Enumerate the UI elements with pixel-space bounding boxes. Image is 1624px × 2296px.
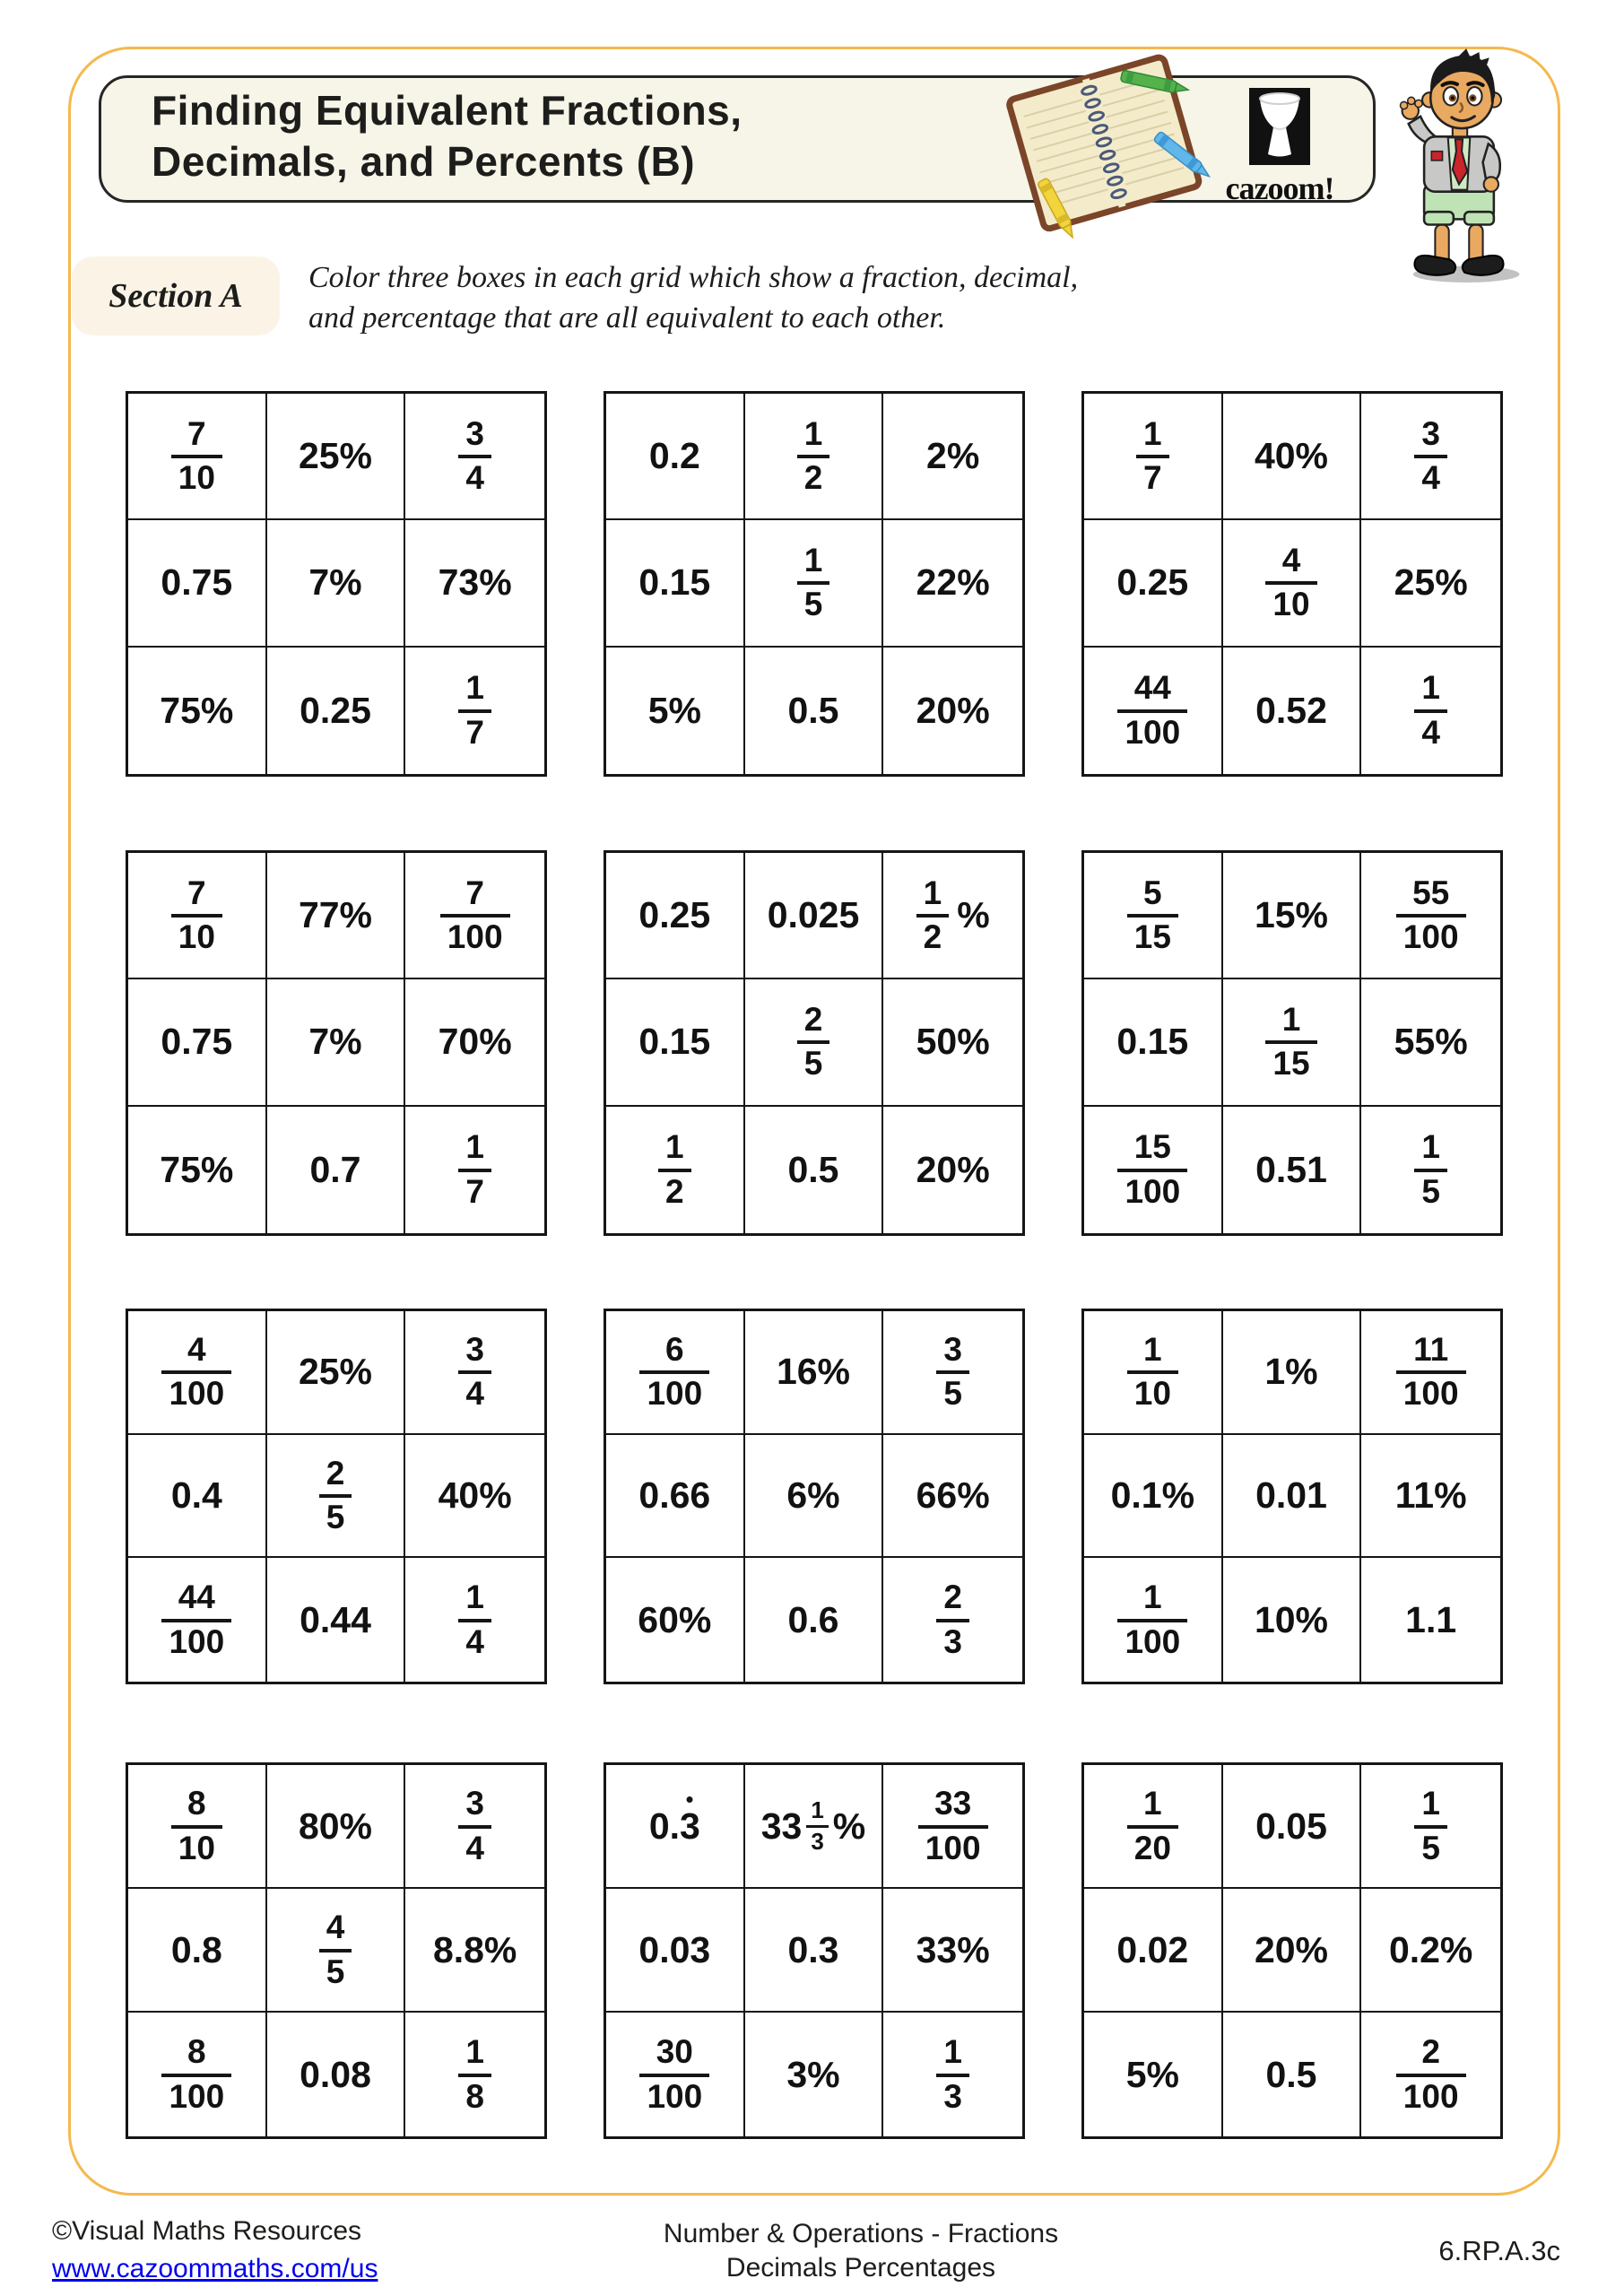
grid-cell[interactable] bbox=[128, 1558, 267, 1682]
fraction-value: $\frac{4}{10}$ bbox=[1265, 544, 1316, 622]
grid-cell[interactable]: 25% bbox=[1361, 520, 1500, 647]
fraction-value: $\frac{1}{10}$ bbox=[1127, 1333, 1178, 1412]
grid-cell[interactable]: 73% bbox=[405, 520, 544, 647]
fraction-value: $\frac{8}{10}$ bbox=[171, 1787, 222, 1866]
grid-cell[interactable]: 0.08 bbox=[267, 2013, 406, 2136]
grid-cell[interactable]: 0.7 bbox=[267, 1107, 406, 1233]
grid-cell[interactable]: 0.05 bbox=[1223, 1765, 1362, 1889]
grid-cell[interactable]: 75% bbox=[128, 1107, 267, 1233]
grid-cell[interactable]: 6% bbox=[745, 1435, 884, 1559]
grid-cell[interactable]: 70% bbox=[405, 979, 544, 1106]
grid-cell[interactable] bbox=[883, 2013, 1022, 2136]
grid-cell[interactable] bbox=[1084, 1107, 1223, 1233]
instruction-line2: and percentage that are all equivalent to each other. bbox=[308, 301, 946, 335]
grid-cell[interactable] bbox=[1361, 853, 1500, 979]
grid-cell[interactable] bbox=[883, 1558, 1022, 1682]
fraction-value: $\frac{1}{20}$ bbox=[1127, 1787, 1178, 1866]
cazoom-logo-text: cazoom! bbox=[1225, 170, 1334, 206]
grid-cell[interactable] bbox=[1084, 853, 1223, 979]
fraction-value: $\frac{1}{8}$ bbox=[458, 2035, 491, 2114]
fraction-value: $\frac{4}{5}$ bbox=[319, 1910, 352, 1989]
fraction-value: $\frac{5}{15}$ bbox=[1127, 876, 1178, 955]
grid-cell[interactable]: 0.5 bbox=[745, 1107, 884, 1233]
grid-cell[interactable]: 25% bbox=[267, 1311, 406, 1435]
grid-cell[interactable]: 0.8 bbox=[128, 1889, 267, 2013]
page-title-line1: Finding Equivalent Fractions, bbox=[152, 87, 743, 134]
grid-cell[interactable] bbox=[606, 1107, 745, 1233]
grid-cell[interactable]: 0.02 bbox=[1084, 1889, 1223, 2013]
grid-cell[interactable]: 0.51 bbox=[1223, 1107, 1362, 1233]
grid-cell[interactable] bbox=[405, 1107, 544, 1233]
grid-cell[interactable]: 10% bbox=[1223, 1558, 1362, 1682]
grid-cell[interactable]: 0.15 bbox=[1084, 979, 1223, 1106]
instruction-line1: Color three boxes in each grid which show a fraction, decimal, bbox=[308, 261, 1079, 294]
grid-cell[interactable] bbox=[1084, 1765, 1223, 1889]
fraction-value: $\frac{44}{100}$ bbox=[161, 1580, 231, 1659]
grid-cell[interactable] bbox=[1084, 394, 1223, 520]
grid-cell[interactable]: 0.25 bbox=[267, 648, 406, 774]
grid-cell[interactable]: 25% bbox=[267, 394, 406, 520]
fraction-value: $\frac{30}{100}$ bbox=[639, 2035, 709, 2114]
grid-cell[interactable] bbox=[745, 394, 884, 520]
grid-cell[interactable] bbox=[405, 648, 544, 774]
grid-cell[interactable]: 7% bbox=[267, 979, 406, 1106]
equivalence-grid-12 bbox=[1081, 1762, 1503, 2139]
fraction-value: $\frac{3}{5}$ bbox=[936, 1333, 969, 1412]
fraction-value: $\frac{33}{100}$ bbox=[918, 1787, 988, 1866]
grid-cell[interactable]: 20% bbox=[1223, 1889, 1362, 2013]
grid-cell[interactable] bbox=[128, 1765, 267, 1889]
fraction-value: $\frac{1}{2}$ bbox=[797, 417, 830, 496]
equivalence-grid-3 bbox=[1081, 391, 1503, 777]
grid-cell[interactable]: 3% bbox=[745, 2013, 884, 2136]
grid-cell[interactable]: 40% bbox=[1223, 394, 1362, 520]
grid-cell[interactable]: 22% bbox=[883, 520, 1022, 647]
equivalence-grid-5 bbox=[604, 850, 1025, 1236]
fraction-value: $\frac{11}{100}$ bbox=[1396, 1333, 1466, 1412]
footer-category-line2: Decimals Percentages bbox=[725, 2253, 996, 2283]
grid-cell[interactable]: 0.01 bbox=[1223, 1435, 1362, 1559]
fraction-value: $\frac{1}{100}$ bbox=[1117, 1580, 1187, 1659]
cazoom-logo bbox=[1212, 88, 1347, 207]
boy-mascot bbox=[1379, 45, 1541, 283]
grid-cell[interactable] bbox=[405, 1765, 544, 1889]
grid-cell[interactable]: 33 $\frac{1}{3}$ % bbox=[745, 1765, 884, 1889]
grid-cell[interactable]: 0.03 bbox=[606, 1889, 745, 2013]
grid-cell[interactable]: 0.1% bbox=[1084, 1435, 1223, 1559]
equivalence-grid-8 bbox=[604, 1309, 1025, 1684]
grid-cell[interactable] bbox=[1084, 648, 1223, 774]
grid-cell[interactable] bbox=[1223, 979, 1362, 1106]
grid-cell[interactable]: 0.4 bbox=[128, 1435, 267, 1559]
copyright-text: ©Visual Maths Resources bbox=[52, 2216, 362, 2246]
page-title-line2: Decimals, and Percents (B) bbox=[152, 138, 696, 185]
fraction-value: $\frac{1}{3}$ bbox=[806, 1798, 828, 1854]
grid-cell[interactable] bbox=[1361, 648, 1500, 774]
fraction-value: $\frac{15}{100}$ bbox=[1117, 1130, 1187, 1209]
grid-cell[interactable] bbox=[405, 1311, 544, 1435]
grid-cell[interactable]: 8.8% bbox=[405, 1889, 544, 2013]
grid-cell[interactable]: 2% bbox=[883, 394, 1022, 520]
fraction-value: $\frac{3}{4}$ bbox=[458, 1787, 491, 1866]
footer-category bbox=[592, 2217, 1130, 2285]
grid-cell[interactable]: 40% bbox=[405, 1435, 544, 1559]
grid-cell[interactable]: 75% bbox=[128, 648, 267, 774]
fraction-value: $\frac{8}{100}$ bbox=[161, 2035, 231, 2114]
grid-cell[interactable]: 0.75 bbox=[128, 520, 267, 647]
fraction-value: $\frac{7}{100}$ bbox=[440, 876, 510, 955]
fraction-value: $\frac{3}{4}$ bbox=[458, 417, 491, 496]
fraction-value: $\frac{55}{100}$ bbox=[1396, 876, 1466, 955]
grid-cell[interactable]: $\frac{1}{2}$ % bbox=[883, 853, 1022, 979]
grid-cell[interactable]: 0.25 bbox=[606, 853, 745, 979]
grid-cell[interactable] bbox=[405, 394, 544, 520]
grid-cell[interactable]: 0.66 bbox=[606, 1435, 745, 1559]
grid-cell[interactable] bbox=[267, 1889, 406, 2013]
fraction-value: $\frac{1}{15}$ bbox=[1265, 1003, 1316, 1082]
grid-cell[interactable] bbox=[128, 853, 267, 979]
fraction-value: $\frac{4}{100}$ bbox=[161, 1333, 231, 1412]
grid-cell[interactable]: 50% bbox=[883, 979, 1022, 1106]
fraction-value: $\frac{1}{4}$ bbox=[1414, 671, 1447, 750]
grid-cell[interactable] bbox=[1361, 394, 1500, 520]
grid-cell[interactable]: 0.5 bbox=[1223, 2013, 1362, 2136]
fraction-value: $\frac{1}{5}$ bbox=[1414, 1787, 1447, 1866]
fraction-value: $\frac{1}{7}$ bbox=[458, 671, 491, 750]
grid-cell[interactable] bbox=[405, 853, 544, 979]
grid-cell[interactable]: 0.5 bbox=[745, 648, 884, 774]
grid-cell[interactable] bbox=[883, 1311, 1022, 1435]
grid-cell[interactable] bbox=[1084, 1311, 1223, 1435]
fraction-value: $\frac{7}{10}$ bbox=[171, 417, 222, 496]
fraction-value: $\frac{1}{4}$ bbox=[458, 1580, 491, 1659]
grid-cell[interactable]: 0.2 bbox=[606, 394, 745, 520]
section-a-label: Section A bbox=[72, 257, 280, 335]
grid-cell[interactable]: 0.6 bbox=[745, 1558, 884, 1682]
grid-cell[interactable]: 0.025 bbox=[745, 853, 884, 979]
equivalence-grid-10 bbox=[126, 1762, 547, 2139]
grid-cell[interactable]: 0.75 bbox=[128, 979, 267, 1106]
footer-category-line1: Number & Operations - Fractions bbox=[663, 2219, 1059, 2248]
grid-cell[interactable] bbox=[267, 1435, 406, 1559]
grid-cell[interactable] bbox=[1361, 1765, 1500, 1889]
standard-code: 6.RP.A.3c bbox=[1438, 2235, 1560, 2266]
grid-cell[interactable]: 16% bbox=[745, 1311, 884, 1435]
grid-cell[interactable]: 20% bbox=[916, 1148, 990, 1190]
grid-cell[interactable]: 20% bbox=[916, 689, 990, 731]
equivalence-grid-2 bbox=[604, 391, 1025, 777]
grid-cell[interactable]: 66% bbox=[883, 1435, 1022, 1559]
grid-cell[interactable]: 0.15 bbox=[606, 520, 745, 647]
grid-cell[interactable] bbox=[606, 2013, 745, 2136]
fraction-value: $\frac{1}{2}$ bbox=[658, 1130, 691, 1209]
grid-cell[interactable] bbox=[1361, 1107, 1500, 1233]
grid-cell[interactable]: 1.1 bbox=[1405, 1598, 1457, 1640]
grid-cell[interactable]: 0.2% bbox=[1361, 1889, 1500, 2013]
website-link[interactable]: www.cazoommaths.com/us bbox=[52, 2254, 378, 2283]
fraction-value: $\frac{2}{100}$ bbox=[1396, 2035, 1466, 2114]
fraction-value: $\frac{2}{3}$ bbox=[936, 1580, 969, 1659]
grid-cell[interactable] bbox=[128, 2013, 267, 2136]
fraction-value: $\frac{1}{5}$ bbox=[1414, 1130, 1447, 1209]
grid-cell[interactable] bbox=[128, 394, 267, 520]
grid-cell[interactable]: 60% bbox=[606, 1558, 745, 1682]
grid-cell[interactable] bbox=[1361, 1311, 1500, 1435]
notebook-icon bbox=[990, 48, 1223, 259]
page-title bbox=[152, 85, 743, 187]
grid-cell[interactable] bbox=[405, 2013, 544, 2136]
equivalence-grid-7 bbox=[126, 1309, 547, 1684]
fraction-value: $\frac{3}{4}$ bbox=[458, 1333, 491, 1412]
grid-cell[interactable]: 33% bbox=[883, 1889, 1022, 2013]
grid-cell[interactable] bbox=[606, 1311, 745, 1435]
grid-cell[interactable]: 0.25 bbox=[1084, 520, 1223, 647]
grid-cell[interactable] bbox=[405, 1558, 544, 1682]
grid-cell[interactable]: 77% bbox=[267, 853, 406, 979]
grid-cell[interactable]: 0.3 bbox=[745, 1889, 884, 2013]
grid-cell[interactable] bbox=[1361, 2013, 1500, 2136]
grid-cell[interactable] bbox=[745, 520, 884, 647]
grid-cell[interactable] bbox=[1084, 1558, 1223, 1682]
fraction-value: $\frac{6}{100}$ bbox=[639, 1333, 709, 1412]
equivalence-grid-11 bbox=[604, 1762, 1025, 2139]
equivalence-grid-1 bbox=[126, 391, 547, 777]
grid-cell[interactable] bbox=[128, 1311, 267, 1435]
drum-logo-icon bbox=[1249, 88, 1310, 165]
footer-left bbox=[52, 2215, 378, 2285]
fraction-value: $\frac{44}{100}$ bbox=[1117, 671, 1187, 750]
grid-cell[interactable]: 5% bbox=[606, 648, 745, 774]
grid-cell[interactable] bbox=[883, 1765, 1022, 1889]
grid-cell[interactable]: 15% bbox=[1223, 853, 1362, 979]
equivalence-grid-4 bbox=[126, 850, 547, 1236]
fraction-value: $\frac{3}{4}$ bbox=[1414, 417, 1447, 496]
fraction-value: $\frac{2}{5}$ bbox=[319, 1457, 352, 1535]
fraction-value: $\frac{1}{7}$ bbox=[458, 1130, 491, 1209]
fraction-value: $\frac{1}{7}$ bbox=[1136, 417, 1169, 496]
grid-cell[interactable]: 0.15 bbox=[606, 979, 745, 1106]
grid-cell[interactable]: 0.44 bbox=[267, 1558, 406, 1682]
equivalence-grid-6 bbox=[1081, 850, 1503, 1236]
instruction-text bbox=[308, 257, 1304, 338]
grid-cell[interactable]: 55% bbox=[1361, 979, 1500, 1106]
grid-cell[interactable]: 11% bbox=[1361, 1435, 1500, 1559]
fraction-value: $\frac{1}{2}$ bbox=[916, 876, 950, 955]
grid-cell[interactable] bbox=[745, 979, 884, 1106]
grid-cell[interactable]: 1% bbox=[1223, 1311, 1362, 1435]
grid-cell[interactable]: 80% bbox=[267, 1765, 406, 1889]
grid-cell[interactable]: 7% bbox=[267, 520, 406, 647]
fraction-value: $\frac{1}{3}$ bbox=[936, 2035, 969, 2114]
fraction-value: $\frac{1}{5}$ bbox=[797, 544, 830, 622]
grid-cell[interactable]: 0.52 bbox=[1223, 648, 1362, 774]
fraction-value: $\frac{2}{5}$ bbox=[797, 1003, 830, 1082]
grid-cell[interactable]: 0. 3 bbox=[606, 1765, 745, 1889]
equivalence-grid-9 bbox=[1081, 1309, 1503, 1684]
fraction-value: $\frac{7}{10}$ bbox=[171, 876, 222, 955]
grid-cell[interactable]: 5% bbox=[1084, 2013, 1223, 2136]
grid-cell[interactable] bbox=[1223, 520, 1362, 647]
